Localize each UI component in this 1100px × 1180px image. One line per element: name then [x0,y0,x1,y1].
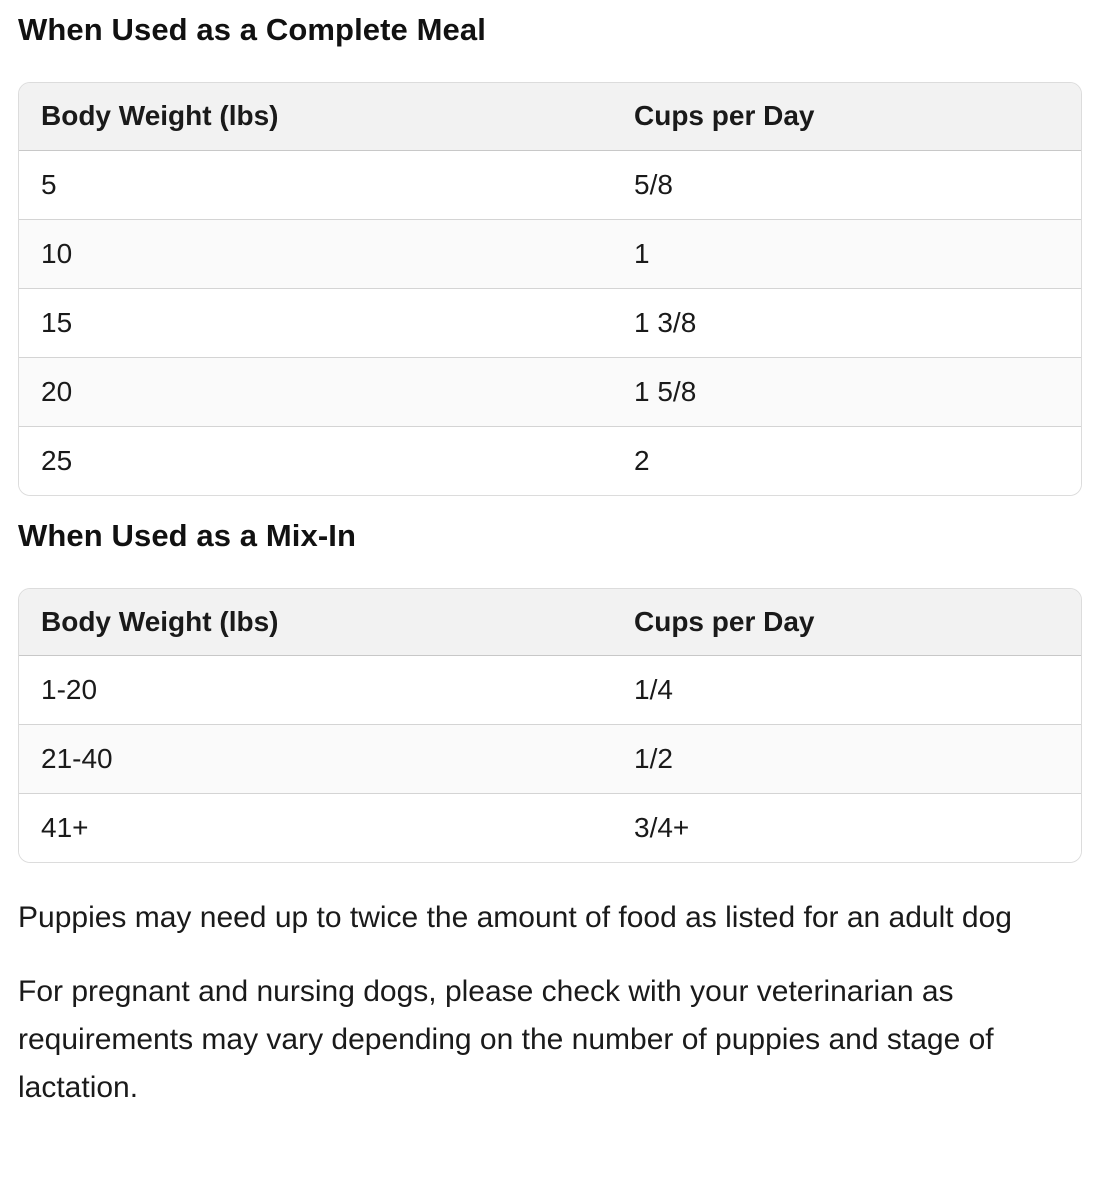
complete-meal-table [19,83,1081,495]
table-row [19,150,1081,219]
table-header-row [19,589,1081,656]
body-weight-cell: 15 [19,288,612,357]
table-row [19,794,1081,863]
pregnant-nursing-note: For pregnant and nursing dogs, please check with your veterinarian as requirements may vary depending on the number of puppies and stage of lactation. [18,975,994,1104]
table-row [19,288,1081,357]
body-weight-cell: 5 [41,168,57,200]
body-weight-cell: 21-40 [19,725,612,794]
column-header-body-weight: Body Weight (lbs) [19,83,612,150]
cups-per-day-cell: 1 5/8 [612,357,1081,426]
puppies-note: Puppies may need up to twice the amount of food as listed for an adult dog [18,901,1012,934]
table-row [19,426,1081,495]
mix-in-table-wrapper [18,588,1082,864]
cups-per-day-cell: 1/2 [612,725,1081,794]
column-header-cups-per-day: Cups per Day [612,589,1081,656]
cups-per-day-cell: 2 [612,426,1081,495]
table-row [19,357,1081,426]
cups-per-day-cell: 1/4 [634,674,673,705]
body-weight-cell: 10 [19,219,612,288]
complete-meal-title: When Used as a Complete Meal [18,12,486,47]
body-weight-cell: 25 [19,426,612,495]
body-weight-cell: 20 [19,357,612,426]
cups-per-day-cell: 3/4+ [612,794,1081,863]
column-header-body-weight: Body Weight (lbs) [19,589,612,656]
table-row [19,725,1081,794]
mix-in-table [19,589,1081,863]
complete-meal-table-wrapper [18,82,1082,496]
column-header-cups-per-day: Cups per Day [612,83,1081,150]
body-weight-cell: 1-20 [41,674,98,705]
cups-per-day-cell: 1 3/8 [612,288,1081,357]
body-weight-cell: 41+ [19,794,612,863]
table-row [19,219,1081,288]
cups-per-day-cell: 5/8 [634,168,673,200]
mix-in-title: When Used as a Mix-In [18,517,356,553]
table-header-row [19,83,1081,150]
cups-per-day-cell: 1 [612,219,1081,288]
table-row [19,656,1081,725]
